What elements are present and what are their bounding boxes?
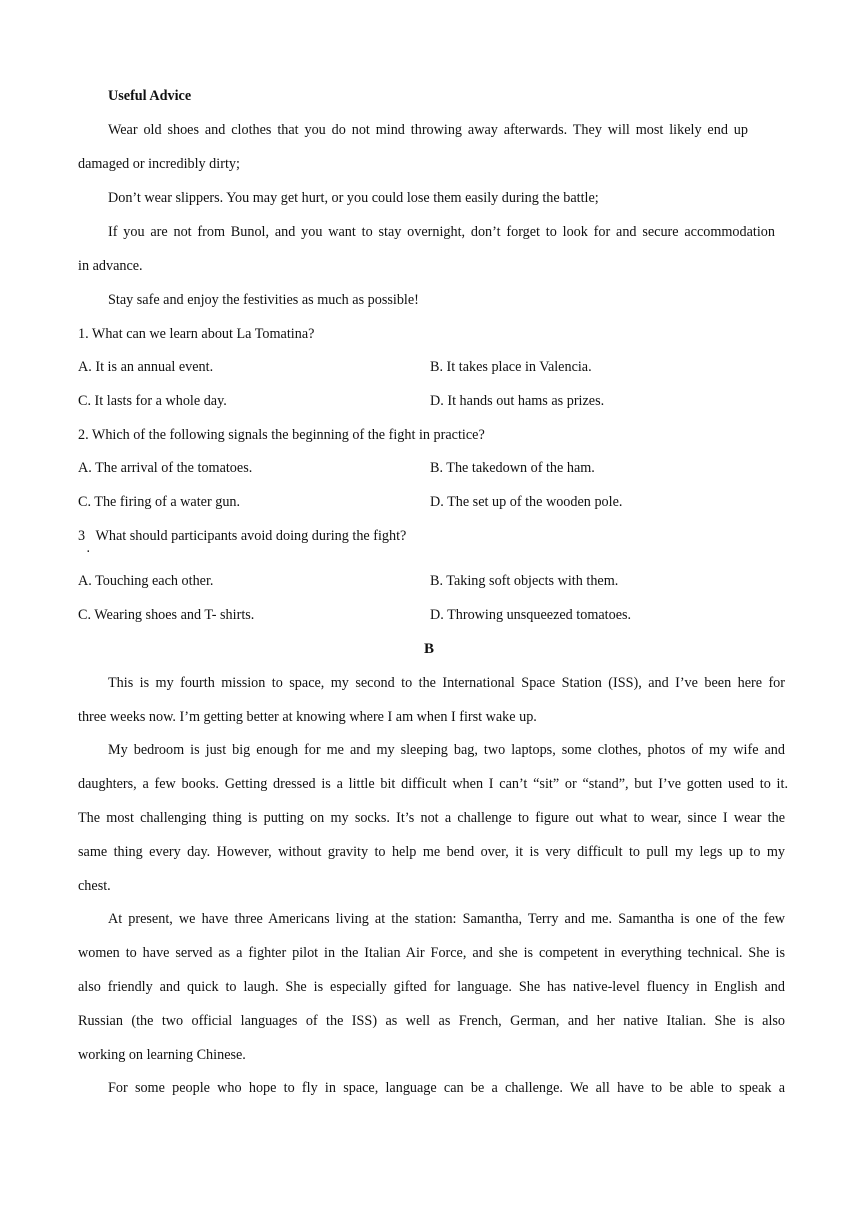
question-2-stem: 2. Which of the following signals the beginning of the fight in practice? [78,427,485,443]
section-b-p3-line-2: women to have served as a fighter pilot in the Italian Air Force, and she is competent in everything technical. She is [78,945,785,961]
question-2-option-d: D. The set up of the wooden pole. [430,494,623,510]
question-1-option-d: D. It hands out hams as prizes. [430,393,605,409]
question-2-option-b: B. The takedown of the ham. [430,460,595,476]
question-1-stem: 1. What can we learn about La Tomatina? [78,326,315,342]
section-b-p1-line-2: three weeks now. I’m getting better at knowing where I am when I first wake up. [78,709,537,725]
question-3-option-b: B. Taking soft objects with them. [430,573,619,589]
question-3-option-c: C. Wearing shoes and T- shirts. [78,607,255,623]
advice-paragraph-3-line-1: If you are not from Bunol, and you want to stay overnight, don’t forget to look for and secure accommodation [108,224,775,240]
advice-paragraph-4: Stay safe and enjoy the festivities as much as possible! [108,292,419,308]
section-b-p1-line-1: This is my fourth mission to space, my second to the International Space Station (ISS), and I’ve been here for [108,675,785,691]
section-b-p3-line-4: Russian (the two official languages of the ISS) as well as French, German, and her native Italian. She is also [78,1013,785,1029]
question-1-option-b: B. It takes place in Valencia. [430,359,592,375]
question-2-option-c: C. The firing of a water gun. [78,494,241,510]
question-2-option-a: A. The arrival of the tomatoes. [78,460,253,476]
section-b-p3-line-1: At present, we have three Americans living at the station: Samantha, Terry and me. Samantha is one of the few [108,911,785,927]
advice-paragraph-1-line-2: damaged or incredibly dirty; [78,156,240,172]
advice-heading: Useful Advice [108,88,192,104]
section-b-p2-line-2: daughters, a few books. Getting dressed is a little bit difficult when I can’t “sit” or “stand”, but I’ve gotten used to it. [78,776,788,792]
question-1-option-a: A. It is an annual event. [78,359,214,375]
advice-paragraph-3-line-2: in advance. [78,258,143,274]
section-b-p2-line-4: same thing every day. However, without gravity to help me bend over, it is very difficult to pull my legs up to my [78,844,785,860]
question-3-stem: 3 What should participants avoid doing during the fight? [78,528,407,544]
section-b-p4-line-1: For some people who hope to fly in space, language can be a challenge. We all have to be able to speak a [108,1080,785,1096]
section-b-p3-line-3: also friendly and quick to laugh. She is especially gifted for language. She has native-level fluency in English and [78,979,785,995]
advice-paragraph-2: Don’t wear slippers. You may get hurt, or you could lose them easily during the battle; [108,190,599,206]
section-b-p2-line-1: My bedroom is just big enough for me and my sleeping bag, two laptops, some clothes, photos of my wife and [108,742,785,758]
question-3-number-dot: . [87,544,90,555]
question-3-option-a: A. Touching each other. [78,573,214,589]
section-b-p2-line-3: The most challenging thing is putting on my socks. It’s not a challenge to figure out what to wear, since I wear the [78,810,785,826]
question-1-option-c: C. It lasts for a whole day. [78,393,227,409]
section-b-title: B [424,641,435,657]
section-b-p2-line-5: chest. [78,878,111,894]
question-3-option-d: D. Throwing unsqueezed tomatoes. [430,607,632,623]
section-b-p3-line-5: working on learning Chinese. [78,1047,246,1063]
advice-paragraph-1-line-1: Wear old shoes and clothes that you do not mind throwing away afterwards. They will most likely end up [108,122,748,138]
